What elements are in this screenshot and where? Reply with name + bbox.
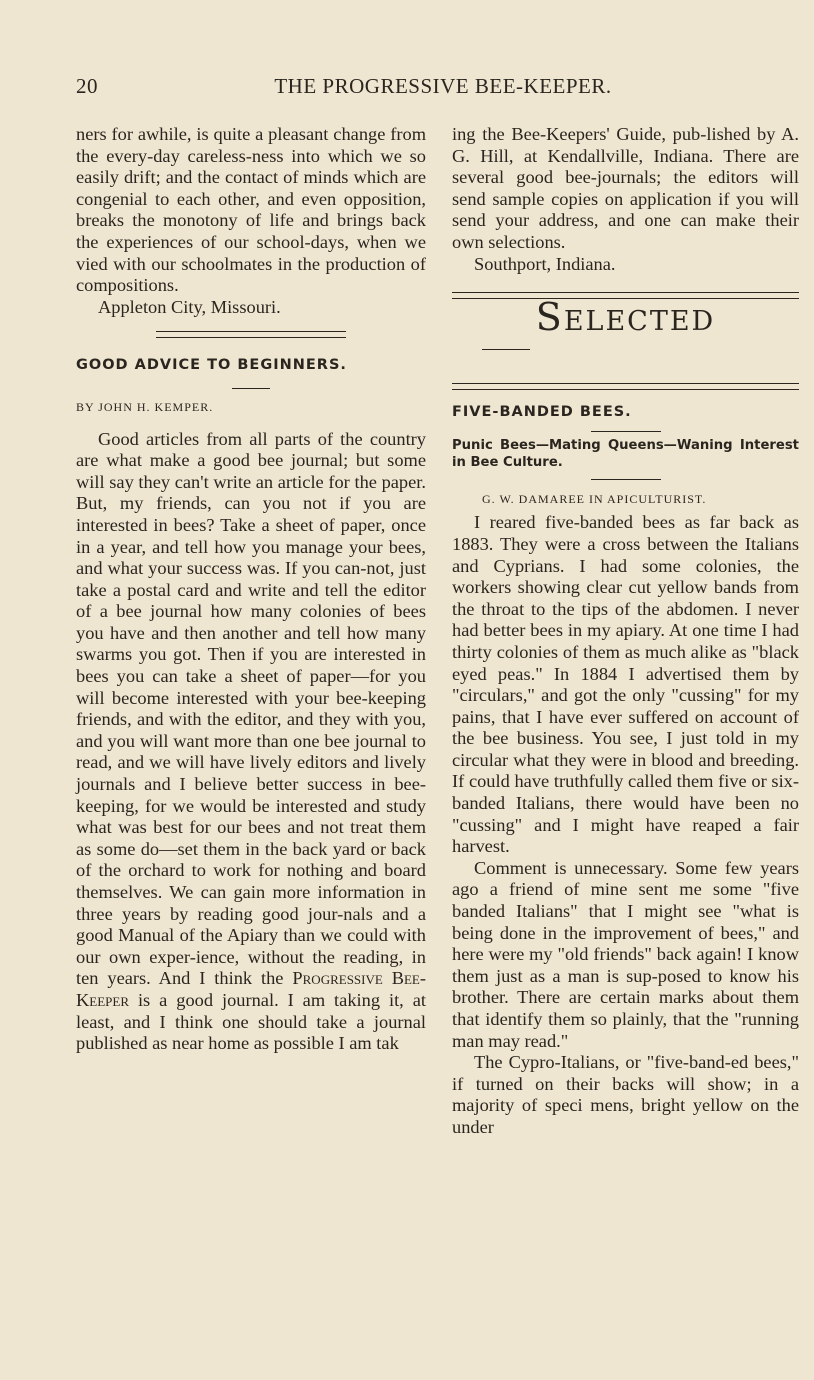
selected-banner: [452, 295, 799, 369]
right-column: [452, 124, 799, 1139]
journal-reference: Progressive Bee-Keeper: [76, 968, 426, 1010]
article-byline: G. W. DAMAREE IN APICULTURIST.: [482, 491, 707, 506]
article-paragraph: I reared five-banded bees as far back as 1883. They were a cross between the Italians and Cyprians. I had some colonies, the workers showing clear cut yellow bands from the throat to the tips of the abdomen. I never had better bees in my apiary. At one time I had thirty colonies of them as much alike as "black eyed peas." In 1884 I advertised them by "circulars," and got the only "cussing" for my pains, that I have ever suffered on account of the bee business. You see, I just told in my circular what they were in blood and breeding. If could have truthfully called them five or six-banded Italians, there would have been no "cussing" and I might have reaped a fair harvest.: [452, 512, 799, 857]
page-number: 20: [76, 74, 98, 98]
article-title: FIVE-BANDED BEES.: [452, 404, 632, 421]
article-body-part-1: Good articles from all parts of the country are what make a good bee journal; but some will say they can't write an article for the paper. But, my friends, can you not if you are interested in bees? Take a sheet of paper, once in a year, and tell how you manage your bees, and what your success was. If you can-not, just take a postal card and write and tell the editor of a bee journal how many colonies of bees you have and then another and tell how many swarms you got. Then if you are interested in bees you can take a sheet of paper—for you will become interested with your bee-keeping friends, and with the editor, and they with you, and you will want more than one bee journal to read, and we will have lively editors and lively journals and I believe better success in bee-keeping, for we would be interested and study what was best for our bees and not treat them as some do—set them in the back yard or back of the orchard to work for nothing and board themselves. We can gain more information in three years by reading good jour-nals and a good Manual of the Apiary than we could with our own exper-ience, without the reading, in ten years. And I think the: [76, 428, 426, 989]
journal-title: THE PROGRESSIVE BEE-KEEPER.: [274, 74, 612, 98]
article-title: GOOD ADVICE TO BEGINNERS.: [76, 357, 347, 374]
right-continuation-text: ing the Bee-Keepers' Guide, pub-lished by A. G. Hill, at Kendallville, Indiana. There are several good bee-journals; the editors will send sample copies on application if you will send your address, and one can make their own selections.: [452, 124, 799, 252]
right-place-signoff: Southport, Indiana.: [474, 253, 616, 274]
banner-swash: [482, 349, 530, 350]
section-divider: [452, 383, 799, 390]
banner-word: Selected: [535, 295, 716, 340]
article-body-text: [76, 429, 426, 1055]
article-byline: BY JOHN H. KEMPER.: [76, 399, 214, 414]
left-column: [76, 124, 426, 1055]
left-place-signoff: Appleton City, Missouri.: [98, 296, 281, 317]
article-paragraph: Comment is unnecessary. Some few years ago a friend of mine sent me some "five banded Italians" that I might see "what is being done in the improvement of bees," and here were my "old friends" back again! I know them just as a man is sup-posed to know his brother. There are certain marks about them that identify them so plainly, that the "running man may read.": [452, 857, 799, 1051]
article-paragraph: The Cypro-Italians, or "five-band-ed bees," if turned on their backs will show; in a majority of speci mens, bright yellow on the under: [452, 1052, 799, 1137]
section-divider: [156, 331, 346, 338]
article-body-part-2: is a good journal. I am taking it, at least, and I think one should take a journal published as near home as possible I am tak: [76, 989, 426, 1054]
left-continuation-text: ners for awhile, is quite a pleasant change from the every-day careless-ness into which we so easily drift; and the contact of minds which are congenial to each other, and even opposition, breaks the monotony of life and brings back the experiences of our school-days, when we vied with our schoolmates in the production of compositions.: [76, 124, 426, 296]
article-subtitle: Punic Bees—Mating Queens—Waning Interest in Bee Culture.: [452, 437, 799, 470]
